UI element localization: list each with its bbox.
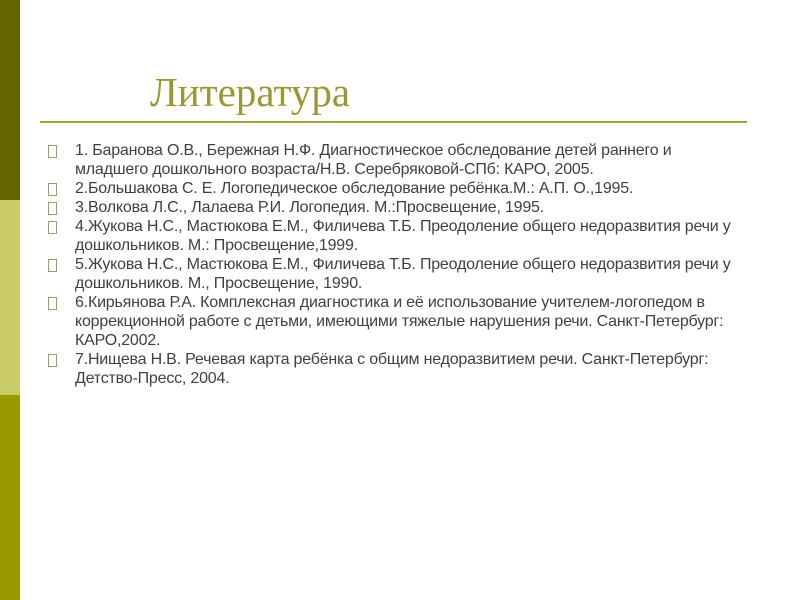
- list-item: [48, 293, 747, 350]
- bullet-square-icon: [48, 202, 57, 215]
- reference-text: 7.Нищева Н.В. Речевая карта ребёнка с общим недоразвитием речи. Санкт-Петербург: Детство-Пресс, 2004.: [75, 351, 709, 387]
- list-item: [48, 217, 747, 255]
- bullet-square-icon: [48, 183, 57, 196]
- list-item: [48, 255, 747, 293]
- reference-text: 4.Жукова Н.С., Мастюкова Е.М., Филичева Т.Б. Преодоление общего недоразвития речи у дошкольников. М.: Просвещение,1999.: [75, 218, 731, 254]
- accent-bar-top-segment: [0, 0, 20, 200]
- reference-text: 1. Баранова О.В., Бережная Н.Ф. Диагностическое обследование детей раннего и младшего дошкольного возраста/Н.В. Серебряковой-СПб: КАРО, 2005.: [75, 142, 672, 178]
- references-list: [48, 141, 747, 388]
- list-item: [48, 350, 747, 388]
- bullet-square-icon: [48, 354, 57, 367]
- bullet-square-icon: [48, 259, 57, 272]
- bullet-square-icon: [48, 221, 57, 234]
- reference-text: 2.Большакова С. Е. Логопедическое обследование ребёнка.М.: А.П. О.,1995.: [75, 180, 634, 197]
- page-title: Литература: [150, 69, 351, 115]
- left-accent-bar: [0, 0, 20, 600]
- bullet-square-icon: [48, 297, 57, 310]
- accent-bar-middle-segment: [0, 200, 20, 395]
- bullet-square-icon: [48, 145, 57, 158]
- list-item: [48, 179, 747, 198]
- accent-bar-bottom-segment: [0, 395, 20, 600]
- reference-text: 5.Жукова Н.С., Мастюкова Е.М., Филичева Т.Б. Преодоление общего недоразвития речи у дошкольников. М., Просвещение, 1990.: [75, 256, 731, 292]
- reference-text: 3.Волкова Л.С., Лалаева Р.И. Логопедия. М.:Просвещение, 1995.: [75, 199, 544, 216]
- title-underline: [40, 121, 747, 123]
- list-item: [48, 198, 747, 217]
- title-area: [40, 68, 747, 123]
- list-item: [48, 141, 747, 179]
- reference-text: 6.Кирьянова Р.А. Комплексная диагностика и её использование учителем-логопедом в коррекционной работе с детьми, имеющими тяжелые нарушения речи. Санкт-Петербург: КАРО,2002.: [75, 294, 724, 349]
